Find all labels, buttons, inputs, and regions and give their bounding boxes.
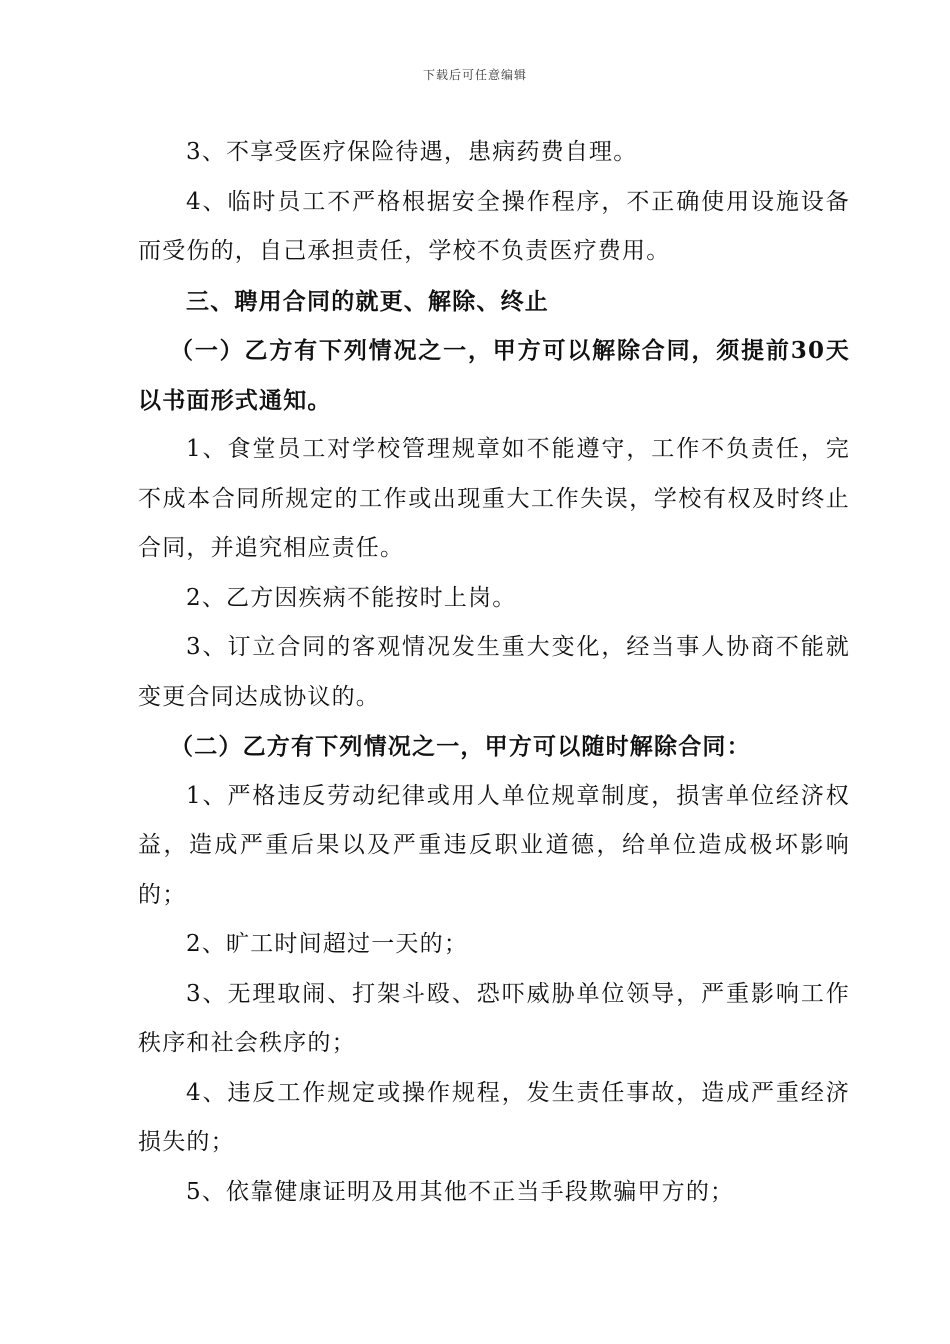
subsection-heading-immediate-termination: （二）乙方有下列情况之一，甲方可以随时解除合同： <box>170 733 751 760</box>
section-heading-contract-termination: 三、聘用合同的就更、解除、终止 <box>186 287 549 315</box>
paragraph-fraud: 5、依靠健康证明及用其他不正当手段欺骗甲方的； <box>186 1178 735 1205</box>
paragraph-operation-violation: 4、违反工作规定或操作规程，发生责任事故，造成严重经济损失的； <box>138 1079 850 1155</box>
subsection-heading-notice-termination: （一）乙方有下列情况之一，甲方可以解除合同，须提前30天以书面形式通知。 <box>138 337 850 414</box>
paragraph-medical-insurance: 3、不享受医疗保险待遇，患病药费自理。 <box>186 139 638 165</box>
paragraph-absenteeism: 2、旷工时间超过一天的； <box>186 931 469 957</box>
paragraph-rule-violation: 1、食堂员工对学校管理规章如不能遵守，工作不负责任，完不成本合同所规定的工作或出现重大工作失误，学校有权及时终止合同，并追究相应责任。 <box>138 436 850 561</box>
document-body <box>138 128 850 1217</box>
paragraph-illness: 2、乙方因疾病不能按时上岗。 <box>186 584 517 611</box>
paragraph-disorderly-conduct: 3、无理取闹、打架斗殴、恐吓威胁单位领导，严重影响工作秩序和社会秩序的； <box>138 980 850 1056</box>
page-header-note: 下载后可任意编辑 <box>422 68 527 82</box>
paragraph-safety-responsibility: 4、临时员工不严格根据安全操作程序，不正确使用设施设备而受伤的，自己承担责任，学校不负责医疗费用。 <box>138 188 850 264</box>
paragraph-discipline-violation: 1、严格违反劳动纪律或用人单位规章制度，损害单位经济权益，造成严重后果以及严重违反职业道德，给单位造成极坏影响的； <box>138 782 850 908</box>
paragraph-circumstance-change: 3、订立合同的客观情况发生重大变化，经当事人协商不能就变更合同达成协议的。 <box>138 634 850 710</box>
